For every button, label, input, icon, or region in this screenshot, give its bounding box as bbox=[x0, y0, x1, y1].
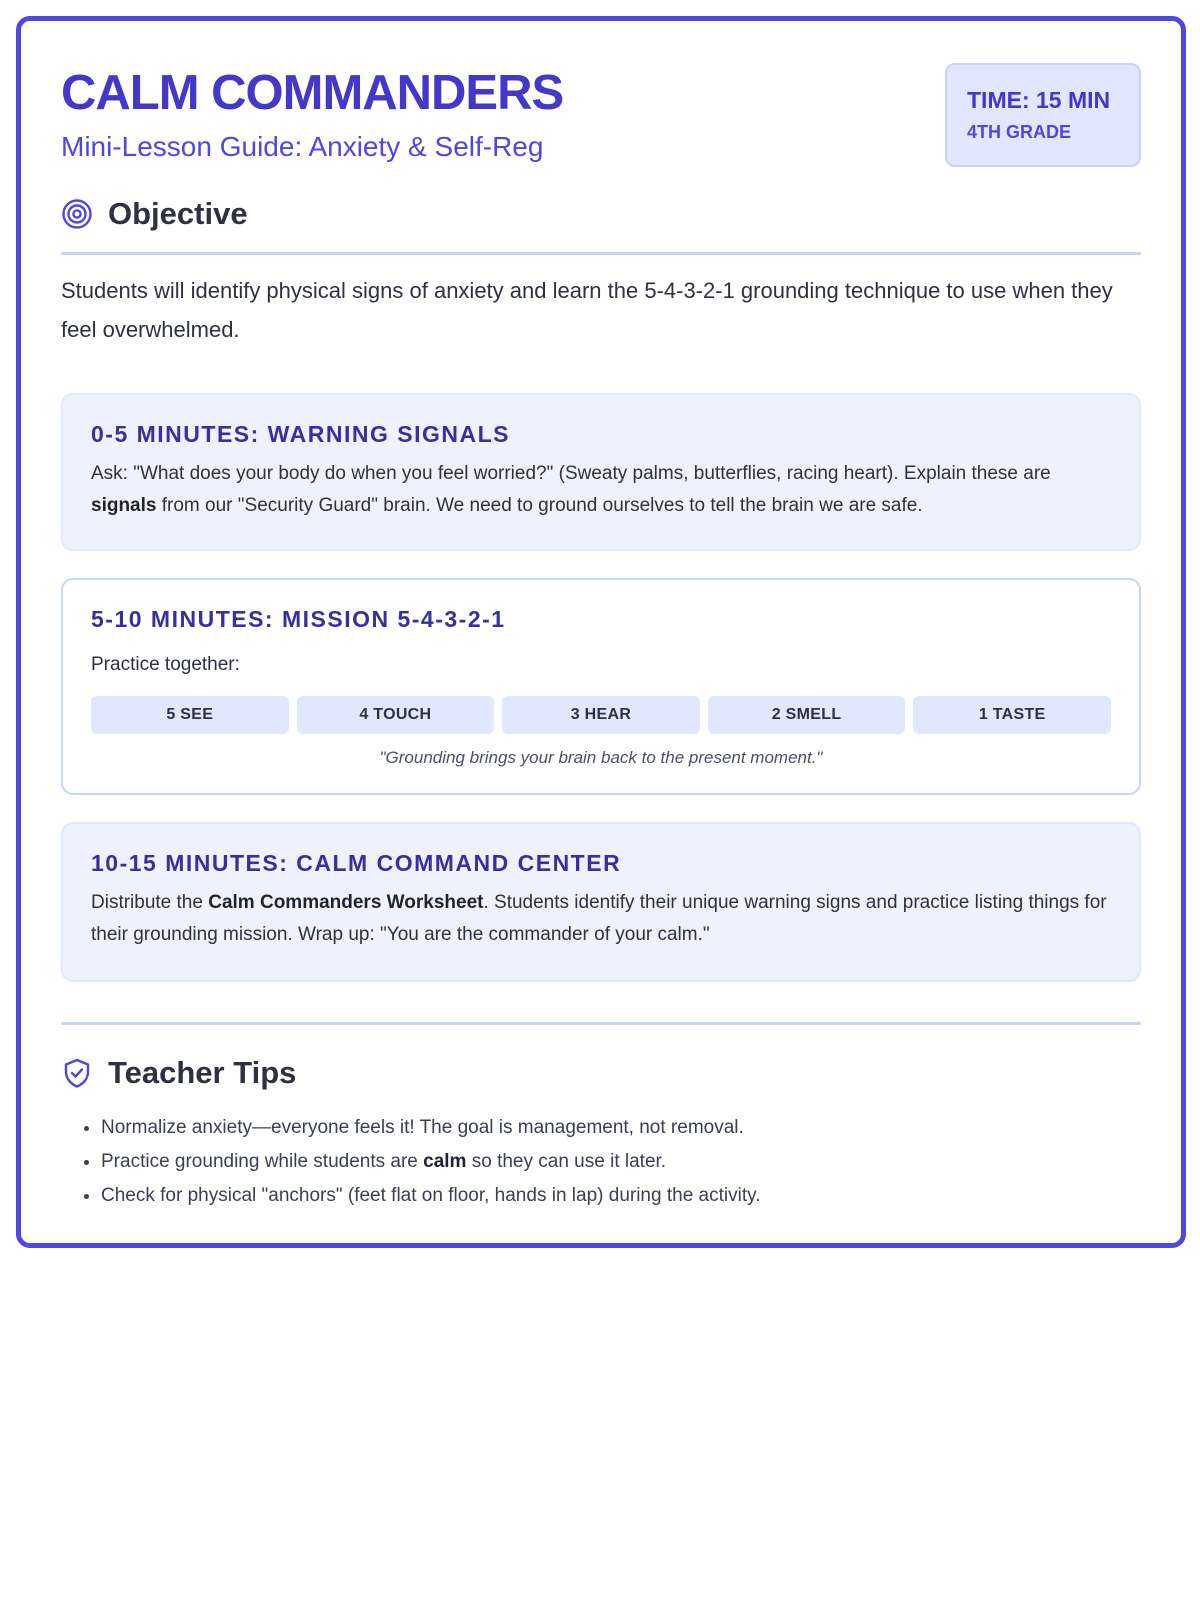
page-subtitle: Mini-Lesson Guide: Anxiety & Self-Reg bbox=[61, 131, 544, 162]
tip-item bbox=[101, 1179, 1141, 1213]
segment-text bbox=[91, 458, 1111, 522]
segment-text-part: Distribute the bbox=[91, 892, 209, 913]
step-see: 5 SEE bbox=[91, 696, 289, 734]
segment-mission bbox=[61, 578, 1141, 795]
tip-text: so they can use it later. bbox=[466, 1151, 667, 1172]
objective-text: Students will identify physical signs of anxiety and learn the 5-4-3-2-1 grounding technique to use when they feel overwhelmed. bbox=[61, 278, 1113, 342]
tip-item bbox=[101, 1145, 1141, 1179]
objective-divider bbox=[61, 252, 1141, 255]
segment-text-bold: signals bbox=[91, 495, 157, 516]
tips-divider bbox=[61, 1022, 1141, 1025]
tip-text-bold: calm bbox=[423, 1151, 467, 1172]
time-label: TIME: 15 MIN bbox=[967, 87, 1111, 113]
grade-label: 4TH GRADE bbox=[967, 122, 1072, 142]
segment-warning-signals bbox=[61, 393, 1141, 551]
segment-text-part: . Students identify their unique warning signs and practice listing things for their grounding mission. Wrap up: "You are the commander of your calm." bbox=[91, 892, 1107, 945]
segment-command-center bbox=[61, 822, 1141, 982]
tips-heading bbox=[61, 1055, 1141, 1111]
lesson-card bbox=[16, 16, 1186, 1248]
tip-text: Normalize anxiety—everyone feels it! The goal is management, not removal. bbox=[101, 1117, 744, 1138]
segment-title: 10-15 MINUTES: CALM COMMAND CENTER bbox=[91, 850, 622, 876]
lesson-content bbox=[61, 21, 1141, 1213]
grounding-steps bbox=[91, 696, 1111, 734]
step-touch: 4 TOUCH bbox=[297, 696, 495, 734]
segment-text-part: Ask: "What does your body do when you feel worried?" (Sweaty palms, butterflies, racing heart). Explain these are bbox=[91, 463, 1051, 484]
tip-text: Check for physical "anchors" (feet flat on floor, hands in lap) during the activity. bbox=[101, 1185, 761, 1206]
step-smell: 2 SMELL bbox=[708, 696, 906, 734]
shield-check-icon bbox=[61, 1057, 93, 1089]
objective-title: Objective bbox=[108, 196, 248, 231]
page-title: CALM COMMANDERS bbox=[61, 66, 564, 120]
segment-text-bold: Calm Commanders Worksheet bbox=[208, 892, 484, 913]
step-taste: 1 TASTE bbox=[913, 696, 1111, 734]
objective-heading bbox=[61, 196, 1141, 252]
grounding-quote: "Grounding brings your brain back to the present moment." bbox=[379, 748, 823, 767]
target-icon bbox=[61, 198, 93, 230]
tip-item bbox=[101, 1111, 1141, 1145]
time-badge bbox=[945, 63, 1141, 167]
tip-text: Practice grounding while students are bbox=[101, 1151, 424, 1172]
segment-title: 0-5 MINUTES: WARNING SIGNALS bbox=[91, 421, 510, 447]
segment-text-part: from our "Security Guard" brain. We need to ground ourselves to tell the brain we are safe. bbox=[156, 495, 923, 516]
tips-list bbox=[61, 1111, 1141, 1213]
segment-intro: Practice together: bbox=[91, 654, 240, 675]
step-hear: 3 HEAR bbox=[502, 696, 700, 734]
header bbox=[61, 21, 1141, 196]
segment-title: 5-10 MINUTES: MISSION 5-4-3-2-1 bbox=[91, 606, 506, 632]
segment-text bbox=[91, 887, 1111, 951]
tips-title: Teacher Tips bbox=[108, 1055, 297, 1090]
